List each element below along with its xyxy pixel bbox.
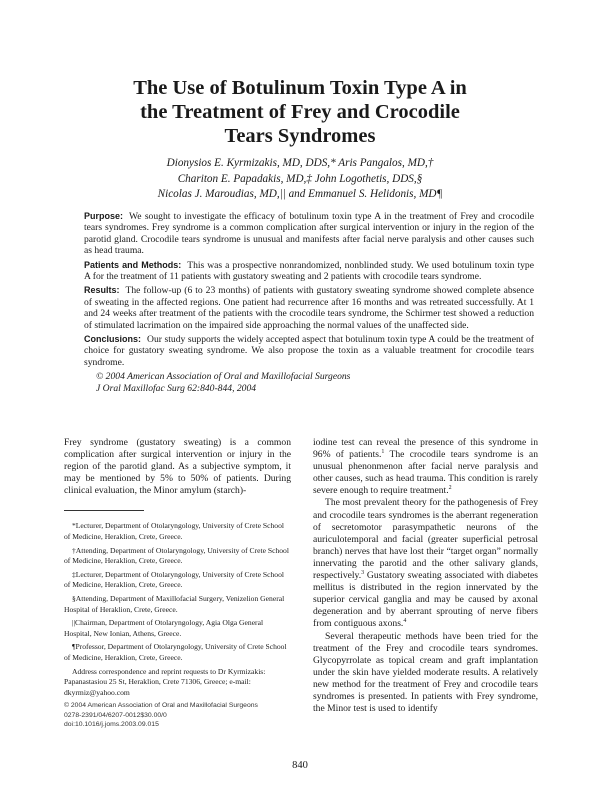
abstract-methods (84, 260, 534, 283)
footnotes (64, 521, 291, 698)
meta-doi: doi:10.1016/j.joms.2003.09.015 (64, 721, 159, 729)
conclusions-text: Our study supports the widely accepted aspect that botulinum toxin type A could be the treatment of choice for gustatory sweating syndrome. We also propose the toxin as a valuable treatment for crocodile tears syndrome. (84, 334, 534, 368)
purpose-text: We sought to investigate the efficacy of botulinum toxin type A in the treatment of Frey and crocodile tears syndromes. Frey syndrome is a common complication after surgical intervention or injury in the region of the parotid gland. Crocodile tears syndrome is unusual and manifests after facial nerve paralysis and other causes such as head trauma. (84, 211, 534, 257)
footnote: *Lecturer, Department of Otolaryngology, University of Crete School of Medicine, Heraklion, Crete, Greece. (64, 521, 284, 542)
body-paragraph: Frey syndrome (gustatory sweating) is a common complication after surgical intervention or injury in the region of the parotid gland. As a subjective symptom, it may be mentioned by 5% to 50% of patients. During clinical evaluation, the Minor amylum (starch)- (64, 437, 291, 497)
footnote-divider (64, 510, 144, 511)
author-line: Nicolas J. Maroudias, MD,|| and Emmanuel S. Helidonis, MD¶ (157, 188, 443, 200)
correspondence-note: Address correspondence and reprint requests to Dr Kyrmizakis: Papanastasiou 25 St, Heraklion, Crete 71306, Greece; e-mail: dkyrmiz@yahoo.com (64, 666, 266, 697)
author-line: Dionysios E. Kyrmizakis, MD, DDS,* Aris Pangalos, MD,† (166, 157, 434, 169)
body-text: Gustatory sweating associated with diabetes mellitus is distributed in the region innervated by the superior cervical ganglia and may be caused by axonal degeneration and by aberrant sprouting of nerve fibers from contiguous axons. (313, 570, 538, 630)
body-text: The crocodile tears syndrome is an unusual phenonmenon after facial nerve paralysis and other causes, such as head trauma. This condition is rarely severe enough to require treatment. (313, 449, 538, 497)
reference-marker: 1 (381, 448, 385, 455)
abstract-conclusions (84, 334, 534, 368)
footnote: ||Chairman, Department of Otolaryngology, Agia Olga General Hospital, New Ionian, Athens, Greece. (64, 618, 264, 638)
conclusions-label: Conclusions: (84, 334, 142, 345)
abstract (84, 211, 534, 394)
methods-label: Patients and Methods: (84, 259, 182, 270)
title-line: The Use of Botulinum Toxin Type A in (133, 77, 467, 99)
page-number: 840 (292, 760, 308, 771)
author-list (60, 156, 540, 203)
results-text: The follow-up (6 to 23 months) of patients with gustatory sweating syndrome showed complete absence of sweating in the affected regions. One patient had recurrence after 16 months and was retreated successfully. At 1 and 24 weeks after treatment of the patients with the crocodile tears syndrome, the Schirmer test showed a reduction of stimulated lacrimation on the impaired side approaching the normal values of the unaffected side. (84, 285, 534, 331)
abstract-purpose (84, 211, 534, 257)
journal-citation: J Oral Maxillofac Surg 62:840-844, 2004 (96, 382, 257, 394)
meta-issn: 0278-2391/04/6207-0012$30.00/0 (64, 711, 167, 719)
title-line: the Treatment of Frey and Crocodile (140, 101, 460, 123)
abstract-results (84, 285, 534, 331)
footnote: ‡Lecturer, Department of Otolaryngology, University of Crete School of Medicine, Heraklion, Crete, Greece. (64, 569, 284, 590)
publication-meta (64, 701, 291, 729)
title-line: Tears Syndromes (224, 125, 376, 147)
abstract-copyright: © 2004 American Association of Oral and Maxillofacial Surgeons (96, 371, 351, 383)
body-paragraph (313, 497, 538, 630)
article-title (60, 76, 540, 148)
meta-copyright: © 2004 American Association of Oral and Maxillofacial Surgeons (64, 702, 258, 710)
left-column (64, 437, 291, 730)
footnote: ¶Professor, Department of Otolaryngology, University of Crete School of Medicine, Heraklion, Crete, Greece. (64, 642, 287, 662)
footnote: §Attending, Department of Maxillofacial Surgery, Venizelion General Hospital of Heraklion, Crete, Greece. (64, 594, 285, 614)
footnote: †Attending, Department of Otolaryngology, University of Crete School of Medicine, Heraklion, Crete, Greece. (64, 545, 289, 566)
author-line: Chariton E. Papadakis, MD,‡ John Logothetis, DDS,§ (177, 172, 423, 185)
reference-marker: 4 (403, 618, 407, 625)
body-paragraph: Several therapeutic methods have been tried for the treatment of the Frey and crocodile tears syndromes. Glycopyrrolate as topical cream and graft implantation under the skin have yielded moderate results. A relatively new method for the treatment of Frey and crocodile tears syndromes is presented. In patients with Frey syndrome, the Minor test is used to identify (313, 630, 538, 715)
body-text: The most prevalent theory for the pathogenesis of Frey and crocodile tears syndromes is the aberrant regeneration of secretomotor parasympathetic neurons of the auriculotemporal and facial (greater superficial petrosal branch) nerves that have lost their “target organ” normally innervating the parotid and the other salivary glands, respectively. (313, 497, 538, 582)
body-text: iodine test can reveal the presence of this syndrome in 96% of patients. (313, 437, 538, 461)
reference-marker: 3 (361, 569, 365, 576)
results-label: Results: (84, 285, 120, 296)
right-column (313, 437, 538, 715)
purpose-label: Purpose: (84, 211, 124, 221)
reference-marker: 2 (448, 485, 452, 492)
methods-text: This was a prospective nonrandomized, nonblinded study. We used botulinum toxin type A for the treatment of 11 patients with gustatory sweating and 2 patients with crocodile tears syndrome. (84, 259, 534, 283)
body-paragraph (313, 437, 538, 497)
